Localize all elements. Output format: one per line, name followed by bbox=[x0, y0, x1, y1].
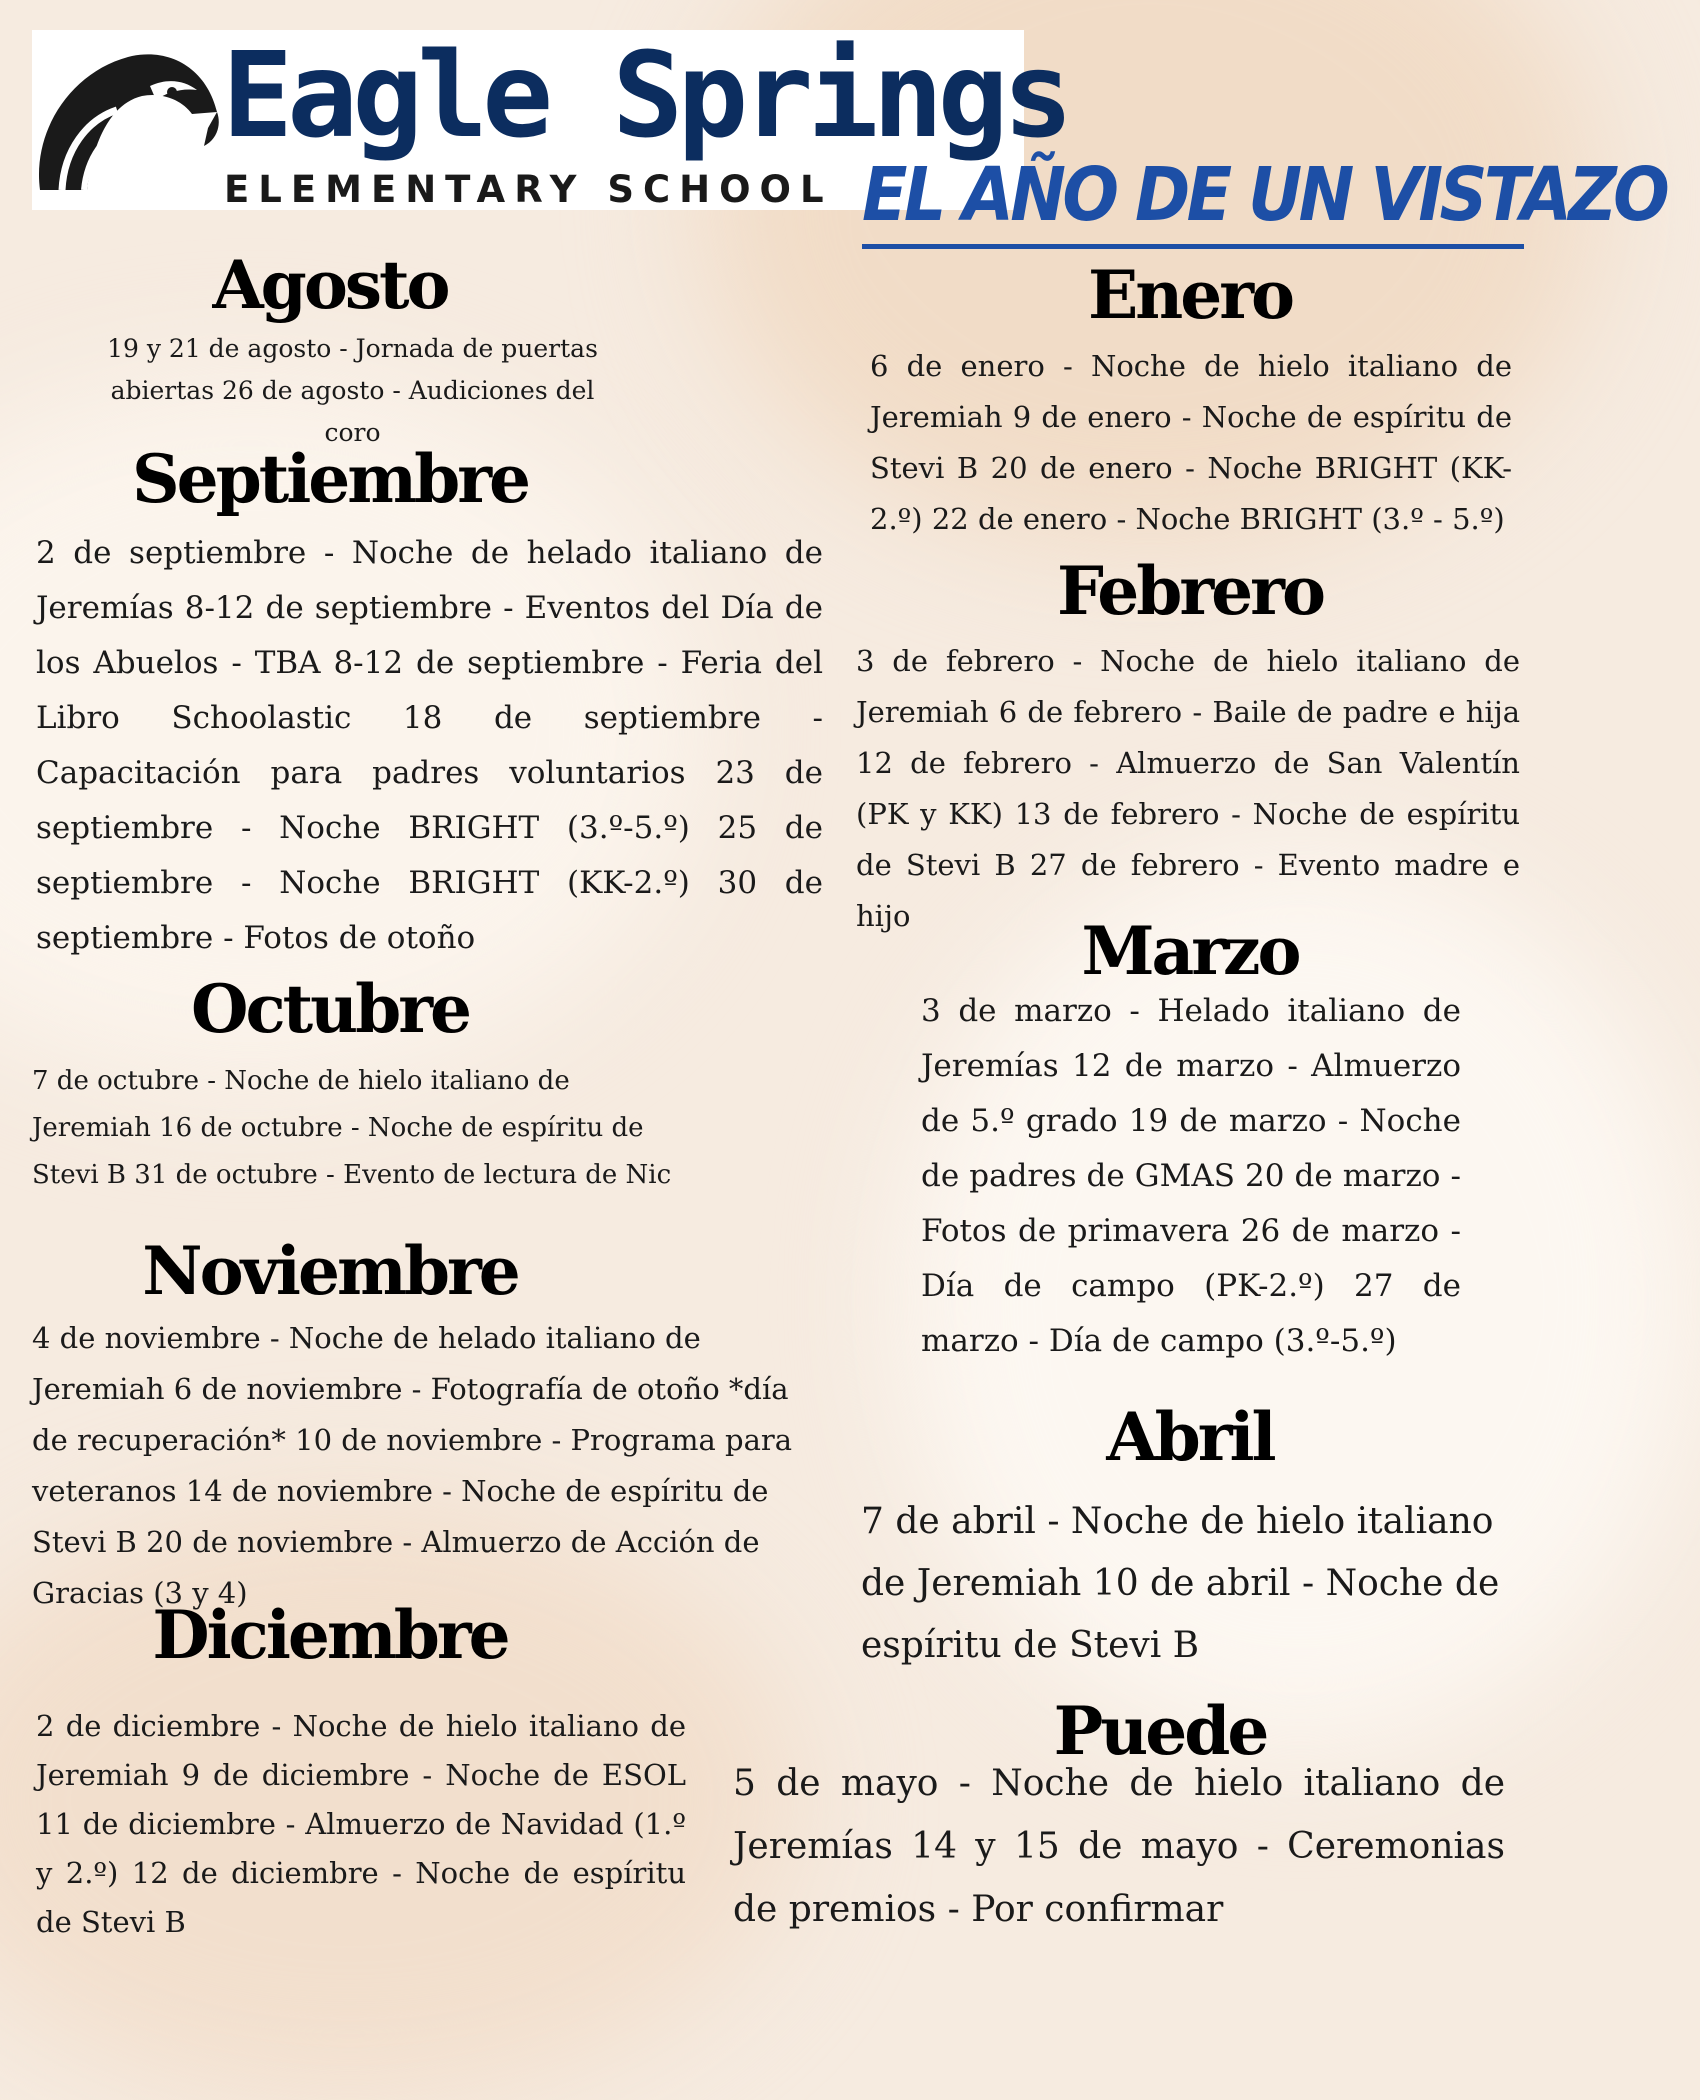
month-title-agosto: Agosto bbox=[212, 246, 448, 324]
page-title: EL AÑO DE UN VISTAZO bbox=[862, 152, 1667, 238]
month-title-mayo: Puede bbox=[1053, 1692, 1267, 1770]
title-underline bbox=[862, 244, 1524, 249]
month-events-enero: 6 de enero - Noche de hielo italiano de Jeremiah 9 de enero - Noche de espíritu de Stevi B 20 de enero - Noche BRIGHT (KK-2.º) 22 de enero - Noche BRIGHT (3.º - 5.º) bbox=[870, 349, 1512, 536]
school-name: Eagle Springs bbox=[222, 26, 1068, 164]
month-events-febrero: 3 de febrero - Noche de hielo italiano de Jeremiah 6 de febrero - Baile de padre e hija 12 de febrero - Almuerzo de San Valentín (PK y KK) 13 de febrero - Noche de espíritu de Stevi B 27 de febrero - Evento madre e hijo bbox=[856, 644, 1520, 933]
month-events-abril: 7 de abril - Noche de hielo italiano de Jeremiah 10 de abril - Noche de espíritu de Stevi B bbox=[861, 1501, 1500, 1666]
month-events-septiembre: 2 de septiembre - Noche de helado italiano de Jeremías 8-12 de septiembre - Eventos del Día de los Abuelos - TBA 8-12 de septiembre - Feria del Libro Schoolastic 18 de septiembre - Capacitación para padres voluntarios 23 de septiembre - Noche BRIGHT (3.º-5.º) 25 de septiembre - Noche BRIGHT (KK-2.º) 30 de septiembre - Fotos de otoño bbox=[36, 535, 823, 956]
month-events-marzo: 3 de marzo - Helado italiano de Jeremías 12 de marzo - Almuerzo de 5.º grado 19 de marzo - Noche de padres de GMAS 20 de marzo - Fotos de primavera 26 de marzo - Día de campo (PK-2.º) 27 de marzo - Día de campo (3.º-5.º) bbox=[921, 993, 1461, 1359]
month-title-noviembre: Noviembre bbox=[142, 1232, 518, 1310]
month-title-febrero: Febrero bbox=[1057, 552, 1323, 630]
month-title-septiembre: Septiembre bbox=[131, 440, 529, 518]
month-events-octubre: 7 de octubre - Noche de hielo italiano de Jeremiah 16 de octubre - Noche de espíritu de Stevi B 31 de octubre - Evento de lectura de Nic bbox=[32, 1066, 672, 1190]
month-title-marzo: Marzo bbox=[1081, 912, 1299, 990]
month-events-noviembre: 4 de noviembre - Noche de helado italiano de Jeremiah 6 de noviembre - Fotografía de otoño *día de recuperación* 10 de noviembre - Programa para veteranos 14 de noviembre - Noche de espíritu de Stevi B 20 de noviembre - Almuerzo de Acción de Gracias (3 y 4) bbox=[32, 1321, 793, 1610]
eagle-head-logo-icon bbox=[32, 30, 222, 210]
month-events-mayo: 5 de mayo - Noche de hielo italiano de Jeremías 14 y 15 de mayo - Ceremonias de premios - Por confirmar bbox=[733, 1763, 1505, 1930]
month-title-abril: Abril bbox=[1106, 1398, 1274, 1476]
school-subtitle: ELEMENTARY SCHOOL bbox=[224, 168, 833, 211]
month-title-enero: Enero bbox=[1087, 256, 1293, 334]
month-title-octubre: Octubre bbox=[190, 970, 470, 1048]
month-events-agosto: 19 y 21 de agosto - Jornada de puertas abiertas 26 de agosto - Audiciones del coro bbox=[107, 334, 598, 447]
month-events-diciembre: 2 de diciembre - Noche de hielo italiano de Jeremiah 9 de diciembre - Noche de ESOL 11 de diciembre - Almuerzo de Navidad (1.º y 2.º) 12 de diciembre - Noche de espíritu de Stevi B bbox=[36, 1709, 686, 1939]
month-title-diciembre: Diciembre bbox=[152, 1596, 508, 1674]
